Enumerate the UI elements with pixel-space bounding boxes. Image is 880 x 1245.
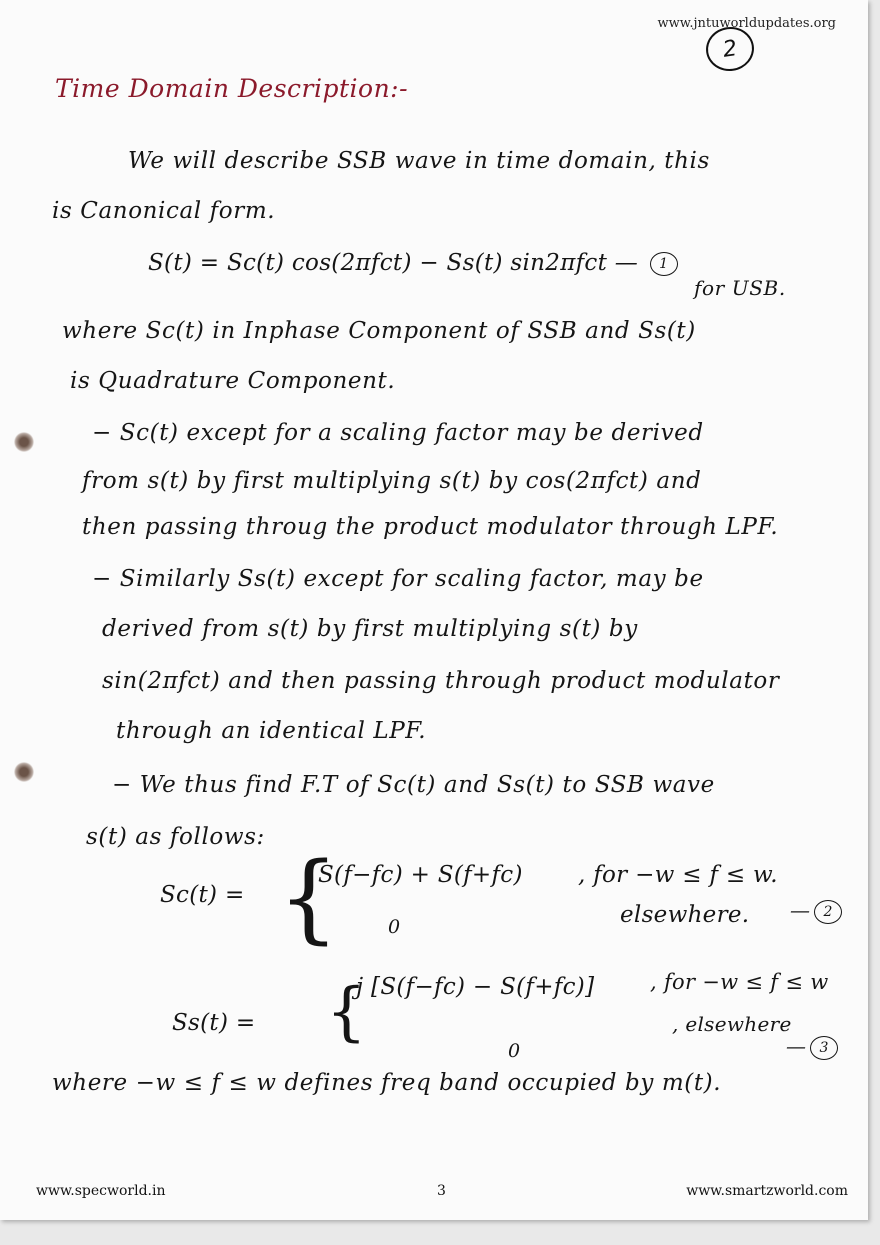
binder-hole-bottom (14, 762, 34, 782)
equation-1-note: for USB. (694, 276, 786, 300)
equation-1: S(t) = Sc(t) cos(2πfct) − Ss(t) sin2πfct — 1 (148, 250, 678, 276)
equation-2-brace: { (278, 842, 340, 954)
point-1-line-1: − Sc(t) except for a scaling factor may be derived (92, 420, 704, 446)
equation-2-tag: — 2 (790, 898, 842, 924)
equation-2-case-2: 0 (388, 916, 401, 938)
equation-3-tag-number: 3 (810, 1036, 838, 1060)
point-1-line-3: then passing throug the product modulator through LPF. (82, 514, 779, 540)
where-line-1: where Sc(t) in Inphase Component of SSB and Ss(t) (62, 318, 696, 344)
equation-3-lhs: Ss(t) = (172, 1010, 256, 1036)
equation-3-case-1-condition: , for −w ≤ f ≤ w (650, 970, 829, 994)
page-number-text: 2 (721, 35, 739, 63)
page-title: Time Domain Description:- (55, 74, 409, 103)
handwritten-page-number (703, 24, 757, 74)
equation-3-brace: { (326, 975, 367, 1049)
equation-1-expression: S(t) = Sc(t) cos(2πfct) − Ss(t) sin2πfct (148, 250, 608, 276)
point-3-line-2: s(t) as follows: (86, 824, 265, 850)
equation-2-tag-number: 2 (814, 900, 842, 924)
point-2-line-1: − Similarly Ss(t) except for scaling factor, may be (92, 566, 704, 592)
point-2-line-3: sin(2πfct) and then passing through product modulator (102, 668, 780, 694)
equation-1-tag: 1 (650, 252, 678, 276)
intro-line-1: We will describe SSB wave in time domain, this (128, 148, 710, 174)
equation-3-case-2-condition: , elsewhere (672, 1012, 792, 1036)
where-line-2: is Quadrature Component. (70, 368, 396, 394)
footer-page-number: 3 (437, 1183, 446, 1199)
intro-line-2: is Canonical form. (52, 198, 276, 224)
point-3-line-1: − We thus find F.T of Sc(t) and Ss(t) to SSB wave (112, 772, 715, 798)
equation-2-case-1: S(f−fc) + S(f+fc) (318, 862, 523, 888)
point-2-line-4: through an identical LPF. (116, 718, 427, 744)
header-source-url: www.jntuworldupdates.org (657, 16, 836, 31)
equation-2-lhs: Sc(t) = (160, 882, 245, 908)
equation-2-case-1-condition: , for −w ≤ f ≤ w. (578, 862, 778, 888)
equation-3-case-2: 0 (508, 1040, 521, 1062)
footer-right-url: www.smartzworld.com (686, 1183, 848, 1199)
equation-2-case-2-condition: elsewhere. (620, 902, 750, 928)
closing-line: where −w ≤ f ≤ w defines freq band occupied by m(t). (52, 1070, 722, 1096)
equation-3-case-1: j [S(f−fc) − S(f+fc)] (356, 974, 595, 1000)
binder-hole-top (14, 432, 34, 452)
point-1-line-2: from s(t) by first multiplying s(t) by cos(2πfct) and (82, 468, 702, 494)
point-2-line-2: derived from s(t) by first multiplying s(t) by (102, 616, 638, 642)
footer-left-url: www.specworld.in (36, 1183, 166, 1199)
equation-3-tag: — 3 (786, 1034, 838, 1060)
